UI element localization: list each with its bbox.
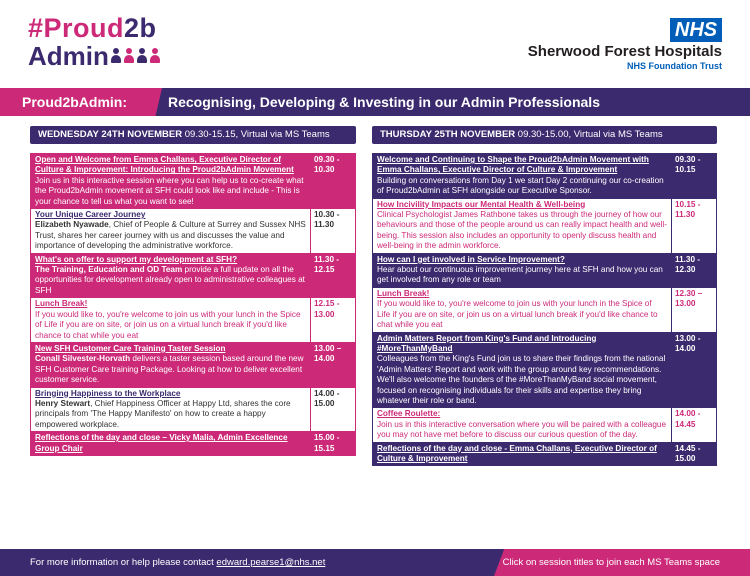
session-title-link[interactable]: Welcome and Continuing to Shape the Proud2bAdmin Movement with Emma Challans, Executive Director of Culture & Improvement [377, 155, 649, 175]
nhs-logo: NHS [670, 18, 722, 42]
thursday-header [372, 126, 717, 144]
session-title-link[interactable]: Lunch Break! [35, 299, 88, 309]
session-row [31, 154, 355, 209]
title-banner [0, 88, 750, 116]
footer-note: Click on session titles to join each MS Teams space [502, 557, 720, 568]
logo-top-line [28, 14, 198, 42]
session-row [31, 432, 355, 456]
session-speaker: Elizabeth Nyawade [35, 220, 109, 230]
contact-email-link[interactable]: edward.pearse1@nhs.net [216, 557, 326, 568]
session-time: 14.00 - 14.45 [675, 409, 701, 429]
footer [0, 549, 750, 576]
session-details [373, 199, 672, 253]
person-icon [150, 48, 160, 64]
person-icon [111, 48, 121, 64]
session-details [31, 254, 311, 298]
logo-bottom-line [28, 42, 198, 70]
session-title-link[interactable]: Open and Welcome from Emma Challans, Executive Director of Culture & Improvement: Introducing the Proud2bAdmin Movement [35, 155, 294, 175]
wednesday-sessions [30, 153, 356, 456]
session-description: If you would like to, you're welcome to join us with your lunch in the Spice of Life if you are on site, or join us on a virtual lunch break if you'd like chance to chat while you eat [377, 299, 658, 330]
session-row [373, 333, 716, 409]
session-title-link[interactable]: What's on offer to support my development at SFH? [35, 254, 238, 264]
session-details [31, 209, 311, 253]
session-title-link[interactable]: Your Unique Career Journey [35, 210, 146, 220]
session-description: Join us in this interactive conversation where you will be paired with a colleague you may not have met before to discuss our curious question of the day. [377, 419, 666, 440]
session-time: 09.30 - 10.15 [672, 154, 716, 198]
trust-title: Sherwood Forest Hospitals [527, 43, 722, 60]
person-icon [124, 48, 134, 64]
session-row [31, 298, 355, 343]
session-details [31, 154, 311, 208]
people-icon-group [111, 48, 160, 64]
trust-name [528, 44, 722, 72]
logo-2b: 2b [124, 13, 157, 43]
session-title-link[interactable]: How can I get involved in Service Improvement? [377, 254, 565, 264]
thursday-day: THURSDAY 25TH NOVEMBER [380, 129, 516, 140]
session-time: 13.00 - 14.00 [672, 333, 716, 408]
session-time: 11.30 - 12.30 [672, 254, 716, 287]
footer-contact-label: For more information or help please contact [30, 557, 217, 568]
session-row [31, 343, 355, 388]
session-description: delivers a taster session based around the new SFH Customer Care training Package. Looking at how to deliver excellent customer service. [35, 354, 304, 385]
session-time: 15.00 - 15.15 [311, 432, 355, 455]
session-row [31, 388, 355, 433]
footer-contact [30, 549, 325, 576]
session-details [373, 288, 672, 332]
session-details [373, 333, 672, 408]
logo-proud: Proud [43, 13, 125, 43]
trust-subtitle: NHS Foundation Trust [627, 61, 722, 71]
session-row [373, 254, 716, 288]
session-speaker: Conall Silvester-Horvath [35, 354, 131, 364]
session-title-link[interactable]: Admin Matters Report from King's Fund and Introducing #MoreThanMyBand [377, 333, 597, 353]
session-row [373, 154, 716, 199]
session-row [31, 209, 355, 254]
thursday-sessions [372, 153, 717, 466]
session-details [31, 343, 311, 387]
session-details [31, 298, 311, 342]
session-details [373, 154, 672, 198]
session-time: 14.45 - 15.00 [672, 443, 716, 466]
session-details [373, 254, 672, 287]
session-speaker: The Training, Education and OD Team [35, 265, 183, 275]
session-title-link[interactable]: How Incivility Impacts our Mental Health & Well-being [377, 199, 586, 209]
session-time: 13.00 – 14.00 [311, 343, 355, 387]
session-row [373, 408, 716, 442]
session-time: 10.15 - 11.30 [675, 199, 701, 220]
session-description: Building on conversations from Day 1 we start Day 2 continuing our co-creation of Proud2bAdmin at SFH alongside our Executive Sponsor. [377, 175, 664, 196]
session-description: Join us in this interactive session where you can help us to co-create what the Proud2bAdmin movement at SFH could look like and include - This is your chance to tell us what you want to see! [35, 175, 304, 206]
session-row [373, 288, 716, 333]
session-description: , Chief of People & Culture at Surrey and Sussex NHS Trust, shares her career journey with us and discusses the value and importance of developing the administrative workforce. [35, 220, 306, 251]
session-time: 10.30 - 11.30 [314, 210, 340, 230]
session-title-link[interactable]: New SFH Customer Care Training Taster Session [35, 343, 226, 353]
session-row [31, 254, 355, 299]
session-time: 14.00 - 15.00 [314, 388, 340, 408]
session-title-link[interactable]: Bringing Happiness to the Workplace [35, 388, 181, 398]
session-description: Colleagues from the King's Fund join us to share their findings from the national 'Admin Matters' Report and work with the group around key recommendations. We'll also welcome the founders of the #MoreThanMyBand social movement, focused on recognising individuals for their skills and expertise they bring whatever their role or band. [377, 354, 666, 405]
banner-title: Proud2bAdmin: [22, 94, 127, 110]
session-speaker: Henry Stewart [35, 398, 91, 408]
session-title-link[interactable]: Reflections of the day and close – Vicky Malia, Admin Excellence Group Chair [35, 433, 288, 453]
session-details [31, 388, 311, 432]
session-details [373, 408, 672, 441]
session-row [373, 199, 716, 254]
session-title-link[interactable]: Lunch Break! [377, 288, 430, 298]
logo-admin: Admin [28, 41, 109, 71]
session-time: 11.30 - 12.15 [311, 254, 355, 298]
session-row [373, 443, 716, 467]
wednesday-day: WEDNESDAY 24TH NOVEMBER [38, 129, 183, 140]
person-icon [137, 48, 147, 64]
thursday-column [372, 126, 717, 466]
thursday-details: 09.30-15.00, Virtual via MS Teams [515, 129, 663, 140]
wednesday-header [30, 126, 356, 144]
session-description: , Chief Happiness Officer at Happy Ltd, shares the core principals from 'The Happy Manifesto' on how to create a happy empowered workplace. [35, 398, 291, 429]
session-time: 12.15 - 13.00 [314, 299, 340, 319]
proud2badmin-logo [28, 14, 198, 76]
session-title-link[interactable]: Reflections of the day and close - Emma Challans, Executive Director of Culture & Improvement [377, 443, 657, 463]
wednesday-column [30, 126, 356, 456]
session-title-link[interactable]: Coffee Roulette: [377, 409, 441, 419]
session-time: 12.30 – 13.00 [675, 288, 703, 309]
session-description: Hear about our continuous improvement journey here at SFH and how you can get involved from any role or team [377, 265, 663, 285]
session-details [31, 432, 311, 455]
wednesday-details: 09.30-15.15, Virtual via MS Teams [182, 129, 330, 140]
banner-subtitle: Recognising, Developing & Investing in our Admin Professionals [168, 94, 600, 110]
session-time: 09.30 - 10.30 [311, 154, 355, 208]
session-details [373, 443, 672, 466]
session-description: provide a full update on all the opportunities for development already open to administrative colleagues at SFH [35, 265, 305, 295]
session-description: If you would like to, you're welcome to join us with your lunch in the Spice of Life if you are on site, or join us on a virtual lunch break if you'd like chance to chat while you eat [35, 309, 301, 340]
session-description: Clinical Psychologist James Rathbone takes us through the journey of how our behaviours and those of the people around us can really impact health and well-being. This session also includes an opportunity to openly discuss health and well-being in the admin workforce. [377, 210, 667, 251]
logo-hash: # [28, 13, 44, 43]
